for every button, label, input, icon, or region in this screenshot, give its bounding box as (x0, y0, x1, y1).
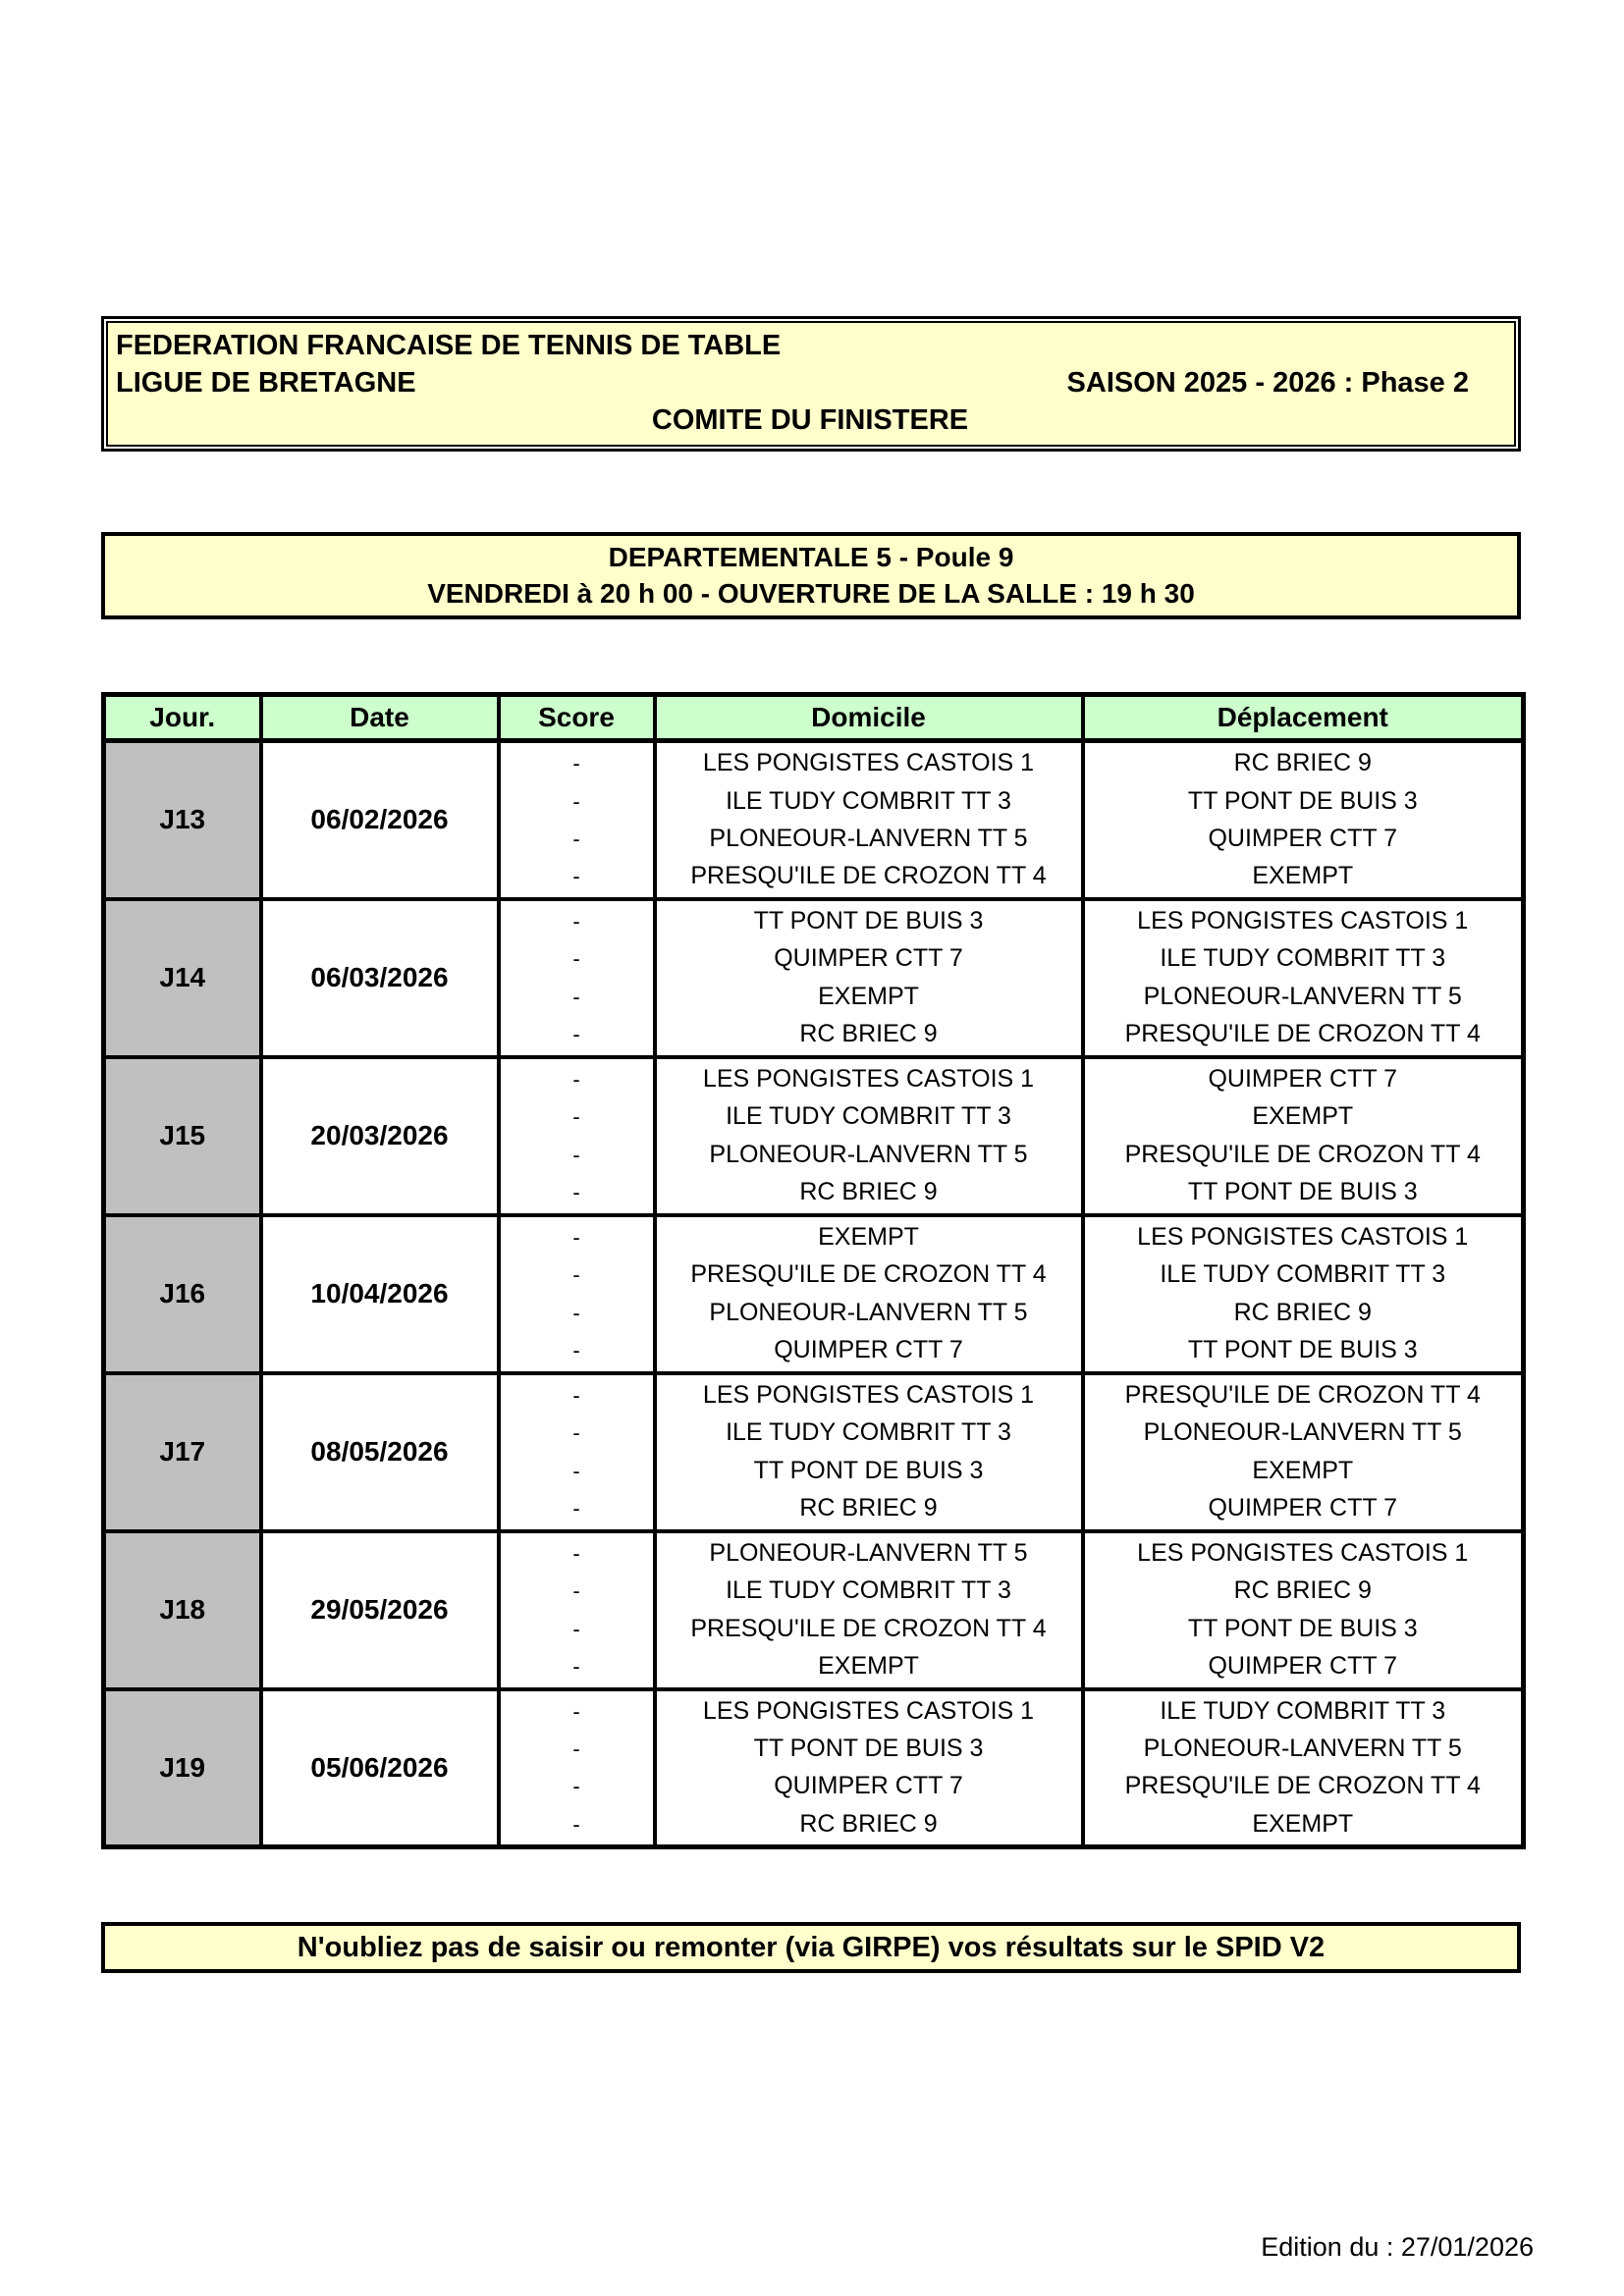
score-value: - (572, 1142, 580, 1167)
score-value: - (572, 1653, 580, 1679)
home-team: EXEMPT (818, 983, 919, 1010)
away-team: EXEMPT (1252, 1457, 1354, 1484)
home-team: EXEMPT (818, 1224, 919, 1252)
journee-cell: J13 (104, 741, 261, 899)
column-header-score: Score (499, 695, 655, 741)
home-team: ILE TUDY COMBRIT TT 3 (726, 787, 1011, 815)
date-cell: 06/02/2026 (261, 741, 499, 899)
column-header-domicile: Domicile (655, 695, 1083, 741)
journee-cell: J15 (104, 1057, 261, 1215)
deplacement-cell (1083, 1373, 1524, 1531)
home-team: RC BRIEC 9 (799, 1810, 938, 1838)
journee-cell: J14 (104, 899, 261, 1057)
home-team: LES PONGISTES CASTOIS 1 (702, 1382, 1035, 1410)
domicile-cell (655, 1057, 1083, 1215)
away-team: LES PONGISTES CASTOIS 1 (1137, 1540, 1469, 1568)
away-team: PRESQU'ILE DE CROZON TT 4 (1124, 1382, 1481, 1410)
away-team: TT PONT DE BUIS 3 (1187, 1178, 1418, 1205)
date-cell: 10/04/2026 (261, 1215, 499, 1373)
federation-header-box (106, 321, 1516, 447)
score-value: - (572, 1021, 580, 1046)
score-value: - (572, 1578, 580, 1604)
ligue-title: LIGUE DE BRETAGNE (116, 367, 416, 399)
away-team: EXEMPT (1252, 863, 1354, 890)
home-team: PRESQU'ILE DE CROZON TT 4 (690, 1261, 1047, 1289)
away-team: PRESQU'ILE DE CROZON TT 4 (1124, 1020, 1481, 1047)
division-schedule-info: VENDREDI à 20 h 00 - OUVERTURE DE LA SALLE : 19 h 30 (427, 578, 1195, 610)
score-value: - (572, 1262, 580, 1288)
score-value: - (572, 1337, 580, 1362)
away-team: ILE TUDY COMBRIT TT 3 (1160, 1261, 1446, 1289)
away-team: PLONEOUR-LANVERN TT 5 (1143, 1419, 1462, 1447)
score-cell (499, 1531, 655, 1689)
away-team: EXEMPT (1252, 1103, 1354, 1131)
home-team: PLONEOUR-LANVERN TT 5 (709, 1540, 1028, 1568)
score-cell (499, 1215, 655, 1373)
score-value: - (572, 1458, 580, 1483)
date-cell: 06/03/2026 (261, 899, 499, 1057)
score-value: - (572, 1225, 580, 1251)
table-row (104, 1215, 1524, 1373)
federation-title: FEDERATION FRANCAISE DE TENNIS DE TABLE (116, 330, 782, 361)
score-cell (499, 1689, 655, 1847)
home-team: LES PONGISTES CASTOIS 1 (702, 750, 1035, 777)
away-team: PLONEOUR-LANVERN TT 5 (1143, 983, 1462, 1010)
deplacement-cell (1083, 899, 1524, 1057)
schedule-body (104, 741, 1524, 1847)
table-row (104, 1057, 1524, 1215)
home-team: TT PONT DE BUIS 3 (753, 1735, 984, 1763)
deplacement-cell (1083, 1215, 1524, 1373)
domicile-cell (655, 1689, 1083, 1847)
score-value: - (572, 788, 580, 814)
home-team: PLONEOUR-LANVERN TT 5 (709, 1141, 1028, 1168)
score-value: - (572, 751, 580, 776)
away-team: PLONEOUR-LANVERN TT 5 (1143, 1735, 1462, 1763)
away-team: LES PONGISTES CASTOIS 1 (1137, 1224, 1469, 1252)
domicile-cell (655, 1215, 1083, 1373)
score-value: - (572, 1104, 580, 1130)
score-value: - (572, 1811, 580, 1837)
score-value: - (572, 909, 580, 934)
score-value: - (572, 1698, 580, 1724)
away-team: RC BRIEC 9 (1233, 750, 1372, 777)
column-header-date: Date (261, 695, 499, 741)
score-cell (499, 741, 655, 899)
score-value: - (572, 946, 580, 972)
date-cell: 20/03/2026 (261, 1057, 499, 1215)
domicile-cell (655, 899, 1083, 1057)
score-value: - (572, 826, 580, 851)
home-team: PLONEOUR-LANVERN TT 5 (709, 1299, 1028, 1326)
home-team: QUIMPER CTT 7 (774, 945, 963, 973)
score-value: - (572, 1420, 580, 1446)
away-team: QUIMPER CTT 7 (1208, 1494, 1398, 1522)
home-team: LES PONGISTES CASTOIS 1 (702, 1066, 1035, 1094)
score-cell (499, 1373, 655, 1531)
away-team: RC BRIEC 9 (1233, 1577, 1372, 1605)
home-team: EXEMPT (818, 1652, 919, 1680)
comite-title: COMITE DU FINISTERE (651, 404, 969, 436)
table-header-row (104, 695, 1524, 741)
table-row (104, 1531, 1524, 1689)
domicile-cell (655, 741, 1083, 899)
score-value: - (572, 1541, 580, 1567)
deplacement-cell (1083, 1057, 1524, 1215)
home-team: RC BRIEC 9 (799, 1494, 938, 1522)
schedule-table (101, 692, 1526, 1849)
reminder-text: N'oubliez pas de saisir ou remonter (via GIRPE) vos résultats sur le SPID V2 (297, 1931, 1326, 1963)
away-team: TT PONT DE BUIS 3 (1187, 1615, 1418, 1642)
table-row (104, 1689, 1524, 1847)
journee-cell: J16 (104, 1215, 261, 1373)
home-team: PRESQU'ILE DE CROZON TT 4 (690, 863, 1047, 890)
away-team: RC BRIEC 9 (1233, 1299, 1372, 1326)
deplacement-cell (1083, 1689, 1524, 1847)
journee-cell: J18 (104, 1531, 261, 1689)
home-team: ILE TUDY COMBRIT TT 3 (726, 1419, 1011, 1447)
home-team: QUIMPER CTT 7 (774, 1773, 963, 1800)
away-team: PRESQU'ILE DE CROZON TT 4 (1124, 1773, 1481, 1800)
season-label: SAISON 2025 - 2026 : Phase 2 (1066, 367, 1469, 399)
home-team: RC BRIEC 9 (799, 1178, 938, 1205)
home-team: PRESQU'ILE DE CROZON TT 4 (690, 1615, 1047, 1642)
journee-cell: J19 (104, 1689, 261, 1847)
away-team: EXEMPT (1252, 1810, 1354, 1838)
home-team: RC BRIEC 9 (799, 1020, 938, 1047)
home-team: ILE TUDY COMBRIT TT 3 (726, 1577, 1011, 1605)
edition-date: Edition du : 27/01/2026 (1261, 2232, 1534, 2262)
reminder-banner (101, 1922, 1521, 1973)
score-value: - (572, 1495, 580, 1521)
division-box (101, 532, 1521, 619)
home-team: QUIMPER CTT 7 (774, 1336, 963, 1363)
away-team: QUIMPER CTT 7 (1208, 825, 1398, 852)
away-team: QUIMPER CTT 7 (1208, 1652, 1398, 1680)
score-value: - (572, 1300, 580, 1325)
home-team: ILE TUDY COMBRIT TT 3 (726, 1103, 1011, 1131)
deplacement-cell (1083, 1531, 1524, 1689)
score-cell (499, 1057, 655, 1215)
column-header-jour: Jour. (104, 695, 261, 741)
away-team: ILE TUDY COMBRIT TT 3 (1160, 945, 1446, 973)
home-team: LES PONGISTES CASTOIS 1 (702, 1697, 1035, 1725)
score-value: - (572, 1179, 580, 1204)
ligue-season-line (116, 365, 1504, 401)
date-cell: 29/05/2026 (261, 1531, 499, 1689)
date-cell: 05/06/2026 (261, 1689, 499, 1847)
score-value: - (572, 1774, 580, 1799)
domicile-cell (655, 1531, 1083, 1689)
division-title: DEPARTEMENTALE 5 - Poule 9 (608, 541, 1014, 572)
away-team: ILE TUDY COMBRIT TT 3 (1160, 1697, 1446, 1725)
table-row (104, 1373, 1524, 1531)
score-value: - (572, 864, 580, 889)
score-cell (499, 899, 655, 1057)
deplacement-cell (1083, 741, 1524, 899)
away-team: PRESQU'ILE DE CROZON TT 4 (1124, 1141, 1481, 1168)
home-team: PLONEOUR-LANVERN TT 5 (709, 825, 1028, 852)
column-header-deplacement: Déplacement (1083, 695, 1524, 741)
home-team: TT PONT DE BUIS 3 (753, 908, 984, 935)
score-value: - (572, 1383, 580, 1409)
home-team: TT PONT DE BUIS 3 (753, 1457, 984, 1484)
table-row (104, 741, 1524, 899)
table-row (104, 899, 1524, 1057)
away-team: LES PONGISTES CASTOIS 1 (1137, 908, 1469, 935)
away-team: QUIMPER CTT 7 (1208, 1066, 1398, 1094)
score-value: - (572, 1067, 580, 1093)
domicile-cell (655, 1373, 1083, 1531)
score-value: - (572, 1616, 580, 1641)
journee-cell: J17 (104, 1373, 261, 1531)
date-cell: 08/05/2026 (261, 1373, 499, 1531)
score-value: - (572, 1736, 580, 1762)
away-team: TT PONT DE BUIS 3 (1187, 1336, 1418, 1363)
away-team: TT PONT DE BUIS 3 (1187, 787, 1418, 815)
score-value: - (572, 984, 580, 1009)
